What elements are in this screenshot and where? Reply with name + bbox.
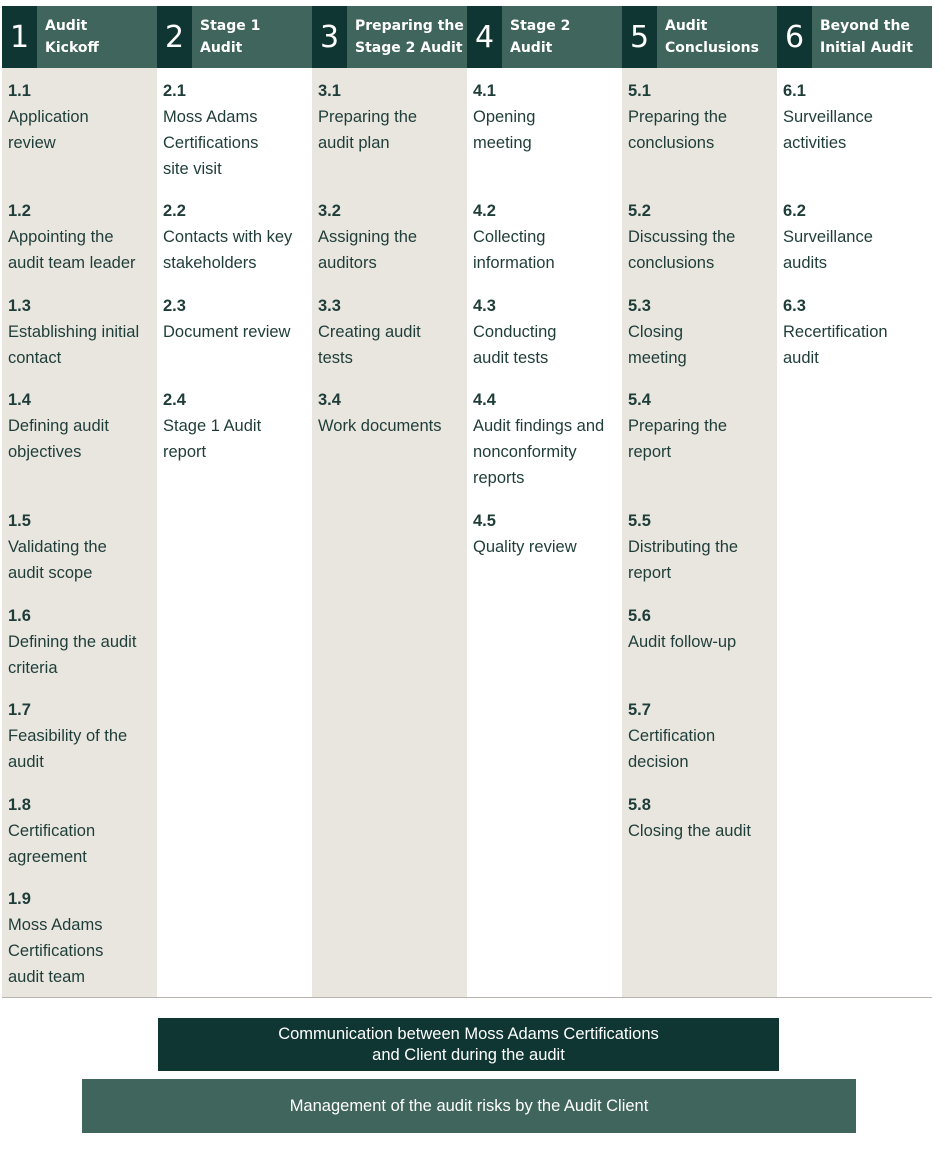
step-1-1 bbox=[8, 78, 154, 156]
audit-process-board bbox=[2, 6, 932, 998]
divider bbox=[2, 997, 932, 998]
step-number: 1.8 bbox=[8, 796, 31, 814]
step-text: Defining the audit criteria bbox=[8, 633, 137, 677]
column-header bbox=[777, 6, 932, 68]
step-5-6 bbox=[628, 603, 774, 655]
step-text: Preparing the conclusions bbox=[628, 108, 728, 152]
step-text: Application review bbox=[8, 108, 89, 152]
column-title: Stage 2 Audit bbox=[510, 18, 571, 56]
step-number: 4.3 bbox=[473, 297, 496, 315]
step-4-2 bbox=[473, 198, 619, 276]
step-text: Moss Adams Certifications site visit bbox=[163, 108, 259, 178]
step-number: 5.8 bbox=[628, 796, 651, 814]
step-text: Establishing initial contact bbox=[8, 323, 140, 367]
column-number: 6 bbox=[777, 6, 812, 68]
step-number: 4.4 bbox=[473, 391, 496, 409]
step-5-7 bbox=[628, 697, 774, 775]
communication-banner: Communication between Moss Adams Certifications and Client during the audit bbox=[158, 1018, 779, 1071]
column-number: 4 bbox=[467, 6, 502, 68]
step-text: Moss Adams Certifications audit team bbox=[8, 916, 104, 986]
step-number: 4.2 bbox=[473, 202, 496, 220]
step-number: 1.5 bbox=[8, 512, 31, 530]
step-text: Stage 1 Audit report bbox=[163, 417, 262, 461]
step-text: Discussing the conclusions bbox=[628, 228, 736, 272]
column-beyond-initial-audit bbox=[777, 6, 932, 998]
column-number: 5 bbox=[622, 6, 657, 68]
step-1-6 bbox=[8, 603, 154, 681]
column-number: 1 bbox=[2, 6, 37, 68]
step-number: 4.5 bbox=[473, 512, 496, 530]
step-3-1 bbox=[318, 78, 464, 156]
column-title: Audit Conclusions bbox=[665, 18, 759, 56]
step-3-4 bbox=[318, 387, 464, 439]
step-text: Audit findings and nonconformity reports bbox=[473, 417, 605, 487]
step-2-1 bbox=[163, 78, 309, 182]
step-text: Defining audit objectives bbox=[8, 417, 109, 461]
column-stage-1-audit bbox=[157, 6, 312, 998]
step-1-8 bbox=[8, 792, 154, 870]
step-number: 5.2 bbox=[628, 202, 651, 220]
column-header bbox=[2, 6, 157, 68]
step-number: 6.2 bbox=[783, 202, 806, 220]
risk-management-banner: Management of the audit risks by the Audit Client bbox=[82, 1079, 856, 1133]
step-number: 6.3 bbox=[783, 297, 806, 315]
step-6-3 bbox=[783, 293, 929, 371]
step-text: Certification decision bbox=[628, 727, 716, 771]
step-number: 1.4 bbox=[8, 391, 31, 409]
step-1-9 bbox=[8, 886, 154, 990]
step-text: Work documents bbox=[318, 417, 442, 435]
step-text: Feasibility of the audit bbox=[8, 727, 128, 771]
step-5-8 bbox=[628, 792, 774, 844]
column-title: Stage 1 Audit bbox=[200, 18, 261, 56]
step-text: Opening meeting bbox=[473, 108, 536, 152]
step-number: 5.4 bbox=[628, 391, 651, 409]
column-header bbox=[467, 6, 622, 68]
step-1-3 bbox=[8, 293, 154, 371]
column-number: 3 bbox=[312, 6, 347, 68]
step-number: 4.1 bbox=[473, 82, 496, 100]
step-text: Certification agreement bbox=[8, 822, 96, 866]
column-audit-conclusions bbox=[622, 6, 777, 998]
step-number: 1.2 bbox=[8, 202, 31, 220]
step-1-2 bbox=[8, 198, 154, 276]
step-text: Preparing the audit plan bbox=[318, 108, 418, 152]
step-text: Assigning the auditors bbox=[318, 228, 418, 272]
step-number: 1.3 bbox=[8, 297, 31, 315]
column-header bbox=[157, 6, 312, 68]
step-number: 2.2 bbox=[163, 202, 186, 220]
step-text: Recertification audit bbox=[783, 323, 888, 367]
step-2-3 bbox=[163, 293, 309, 345]
step-6-2 bbox=[783, 198, 929, 276]
column-preparing-stage-2-audit bbox=[312, 6, 467, 998]
step-1-7 bbox=[8, 697, 154, 775]
step-text: Surveillance audits bbox=[783, 228, 873, 272]
step-number: 5.1 bbox=[628, 82, 651, 100]
step-number: 3.4 bbox=[318, 391, 341, 409]
step-2-2 bbox=[163, 198, 309, 276]
step-number: 5.6 bbox=[628, 607, 651, 625]
step-text: Surveillance activities bbox=[783, 108, 873, 152]
step-text: Distributing the report bbox=[628, 538, 739, 582]
step-2-4 bbox=[163, 387, 309, 465]
column-title: Audit Kickoff bbox=[45, 18, 99, 56]
step-text: Contacts with key stakeholders bbox=[163, 228, 293, 272]
column-number: 2 bbox=[157, 6, 192, 68]
step-5-2 bbox=[628, 198, 774, 276]
step-number: 1.7 bbox=[8, 701, 31, 719]
column-audit-kickoff bbox=[2, 6, 157, 998]
step-5-3 bbox=[628, 293, 774, 371]
step-text: Creating audit tests bbox=[318, 323, 421, 367]
step-4-5 bbox=[473, 508, 619, 560]
step-text: Audit follow-up bbox=[628, 633, 737, 651]
column-header bbox=[312, 6, 467, 68]
step-number: 3.1 bbox=[318, 82, 341, 100]
step-6-1 bbox=[783, 78, 929, 156]
step-number: 6.1 bbox=[783, 82, 806, 100]
step-number: 1.9 bbox=[8, 890, 31, 908]
step-3-3 bbox=[318, 293, 464, 371]
column-title: Preparing the Stage 2 Audit bbox=[355, 18, 464, 56]
step-number: 1.6 bbox=[8, 607, 31, 625]
column-stage-2-audit bbox=[467, 6, 622, 998]
step-text: Closing meeting bbox=[628, 323, 687, 367]
step-text: Conducting audit tests bbox=[473, 323, 557, 367]
step-4-1 bbox=[473, 78, 619, 156]
step-5-1 bbox=[628, 78, 774, 156]
step-number: 3.3 bbox=[318, 297, 341, 315]
step-number: 2.4 bbox=[163, 391, 186, 409]
step-number: 5.3 bbox=[628, 297, 651, 315]
step-text: Appointing the audit team leader bbox=[8, 228, 136, 272]
step-text: Document review bbox=[163, 323, 291, 341]
step-number: 2.1 bbox=[163, 82, 186, 100]
column-header bbox=[622, 6, 777, 68]
step-number: 5.5 bbox=[628, 512, 651, 530]
step-3-2 bbox=[318, 198, 464, 276]
step-number: 1.1 bbox=[8, 82, 31, 100]
step-5-5 bbox=[628, 508, 774, 586]
step-text: Validating the audit scope bbox=[8, 538, 107, 582]
step-text: Preparing the report bbox=[628, 417, 728, 461]
step-text: Quality review bbox=[473, 538, 577, 556]
step-4-3 bbox=[473, 293, 619, 371]
step-5-4 bbox=[628, 387, 774, 465]
step-1-5 bbox=[8, 508, 154, 586]
step-4-4 bbox=[473, 387, 619, 491]
step-number: 5.7 bbox=[628, 701, 651, 719]
column-title: Beyond the Initial Audit bbox=[820, 18, 913, 56]
step-number: 2.3 bbox=[163, 297, 186, 315]
step-text: Collecting information bbox=[473, 228, 555, 272]
step-1-4 bbox=[8, 387, 154, 465]
step-text: Closing the audit bbox=[628, 822, 751, 840]
step-number: 3.2 bbox=[318, 202, 341, 220]
